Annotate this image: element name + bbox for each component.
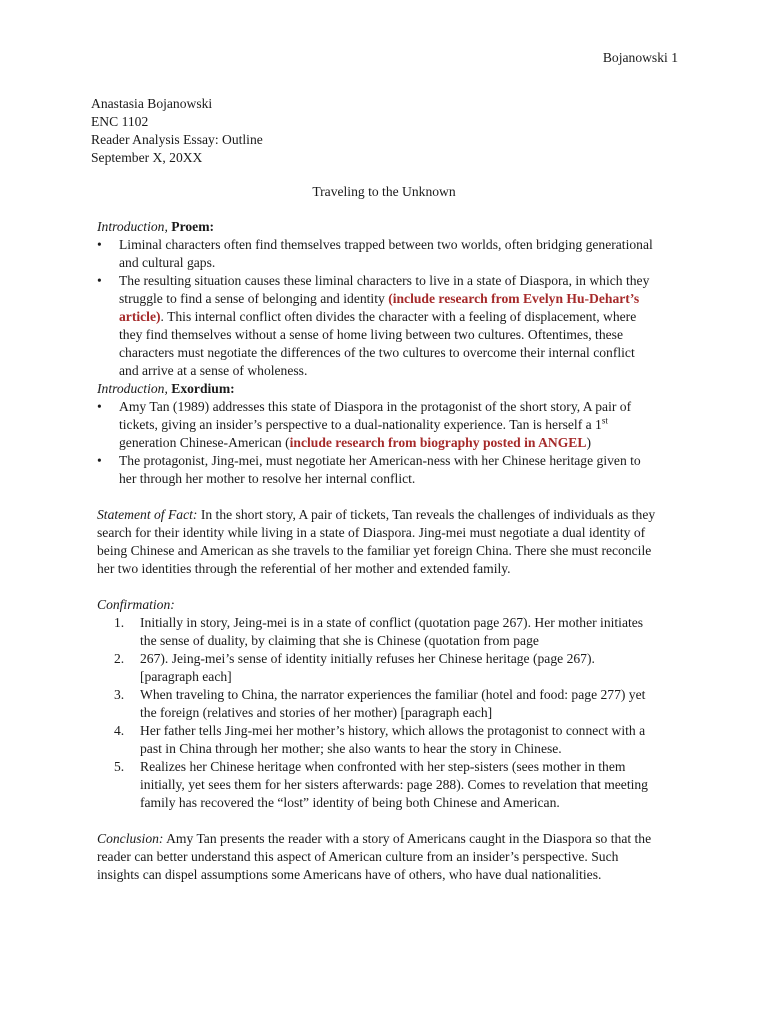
section-label-bold: Proem: [171,219,215,234]
research-note: (include research from Evelyn Hu-Dehart’s article) [119,291,640,324]
research-note: include research from biography posted in ANGEL [289,435,587,450]
list-item: 3. When traveling to China, the narrator experiences the familiar (hotel and food: page 277) yet the foreign (relatives and stories of her mother) [paragraph each] [114,687,646,720]
section-label: Introduction, [97,219,168,234]
assignment-title: Reader Analysis Essay: Outline [91,132,263,147]
list-item: 4. Her father tells Jing-mei her mother’s history, which allows the protagonist to connect with a past in China through her mother; she also wants to hear the story in Chinese. [114,723,646,756]
statement-of-fact: Statement of Fact: In the short story, A pair of tickets, Tan reveals the challenges of individuals as they search for their identity while living in a state of Diaspora. Jing-mei must negotiate a dual identity of being Chinese and American as she travels to the familiar yet foreign China. There she must reconcile her two identities through the referential of her mother and extended family. [97,507,656,576]
list-item: 2. 267). Jeing-mei’s sense of identity initially refuses her Chinese heritage (page 267). [paragraph each] [114,651,595,684]
section-heading-exordium [97,380,657,398]
section-label: Conclusion: [97,831,164,846]
essay-title: Traveling to the Unknown [312,184,456,199]
section-heading-proem [97,218,657,236]
list-item: • The resulting situation causes these liminal characters to live in a state of Diaspora, in which they struggle to find a sense of belonging and identity (include research from Evelyn Hu-Dehart’s article). This internal conflict often divides the character with a feeling of displacement, where they find themselves without a sense of home living between two cultures. Oftentimes, these characters must negotiate the differences of the two cultures to overcome their internal conflict and arrive at a sense of wholeness. [97,272,657,380]
course-code: ENC 1102 [91,114,149,129]
section-label: Introduction, [97,381,168,396]
date-line: September X, 20XX [91,150,203,165]
list-item: • Liminal characters often find themselves trapped between two worlds, often bridging generational and cultural gaps. [97,236,657,272]
list-item: • Amy Tan (1989) addresses this state of Diaspora in the protagonist of the short story, A pair of tickets, giving an insider’s perspective to a dual-nationality experience. Tan is herself a 1st generation Chinese-American (include research from biography posted in ANGEL) [97,398,657,452]
outline-body [97,218,657,884]
proem-bullet-list [97,236,657,380]
list-item: 1. Initially in story, Jeing-mei is in a state of conflict (quotation page 267). Her mother initiates the sense of duality, by claiming that she is Chinese (quotation from page [114,615,644,648]
list-item: • The protagonist, Jing-mei, must negotiate her American-ness with her Chinese heritage given to her through her mother to resolve her internal conflict. [97,452,657,488]
conclusion: Conclusion: Amy Tan presents the reader with a story of Americans caught in the Diaspora so that the reader can better understand this aspect of American culture from an insider’s perspective. Such insights can dispel assumptions some Americans have of others, who have dual nationalities. [97,831,652,882]
author-name: Anastasia Bojanowski [91,96,213,111]
list-item: 5. Realizes her Chinese heritage when confronted with her step-sisters (sees mother in them initially, yet sees them for her sisters afterwards: page 288). Comes to revelation that meeting family has recovered the “lost” identity of being both Chinese and American. [114,759,648,810]
page-header: Bojanowski 1 [602,50,678,65]
section-label-bold: Exordium: [171,381,235,396]
section-heading-confirmation: Confirmation: [97,597,175,612]
confirmation-list [97,614,657,812]
mla-heading [91,95,681,167]
section-label: Statement of Fact: [97,507,198,522]
exordium-bullet-list [97,398,657,488]
